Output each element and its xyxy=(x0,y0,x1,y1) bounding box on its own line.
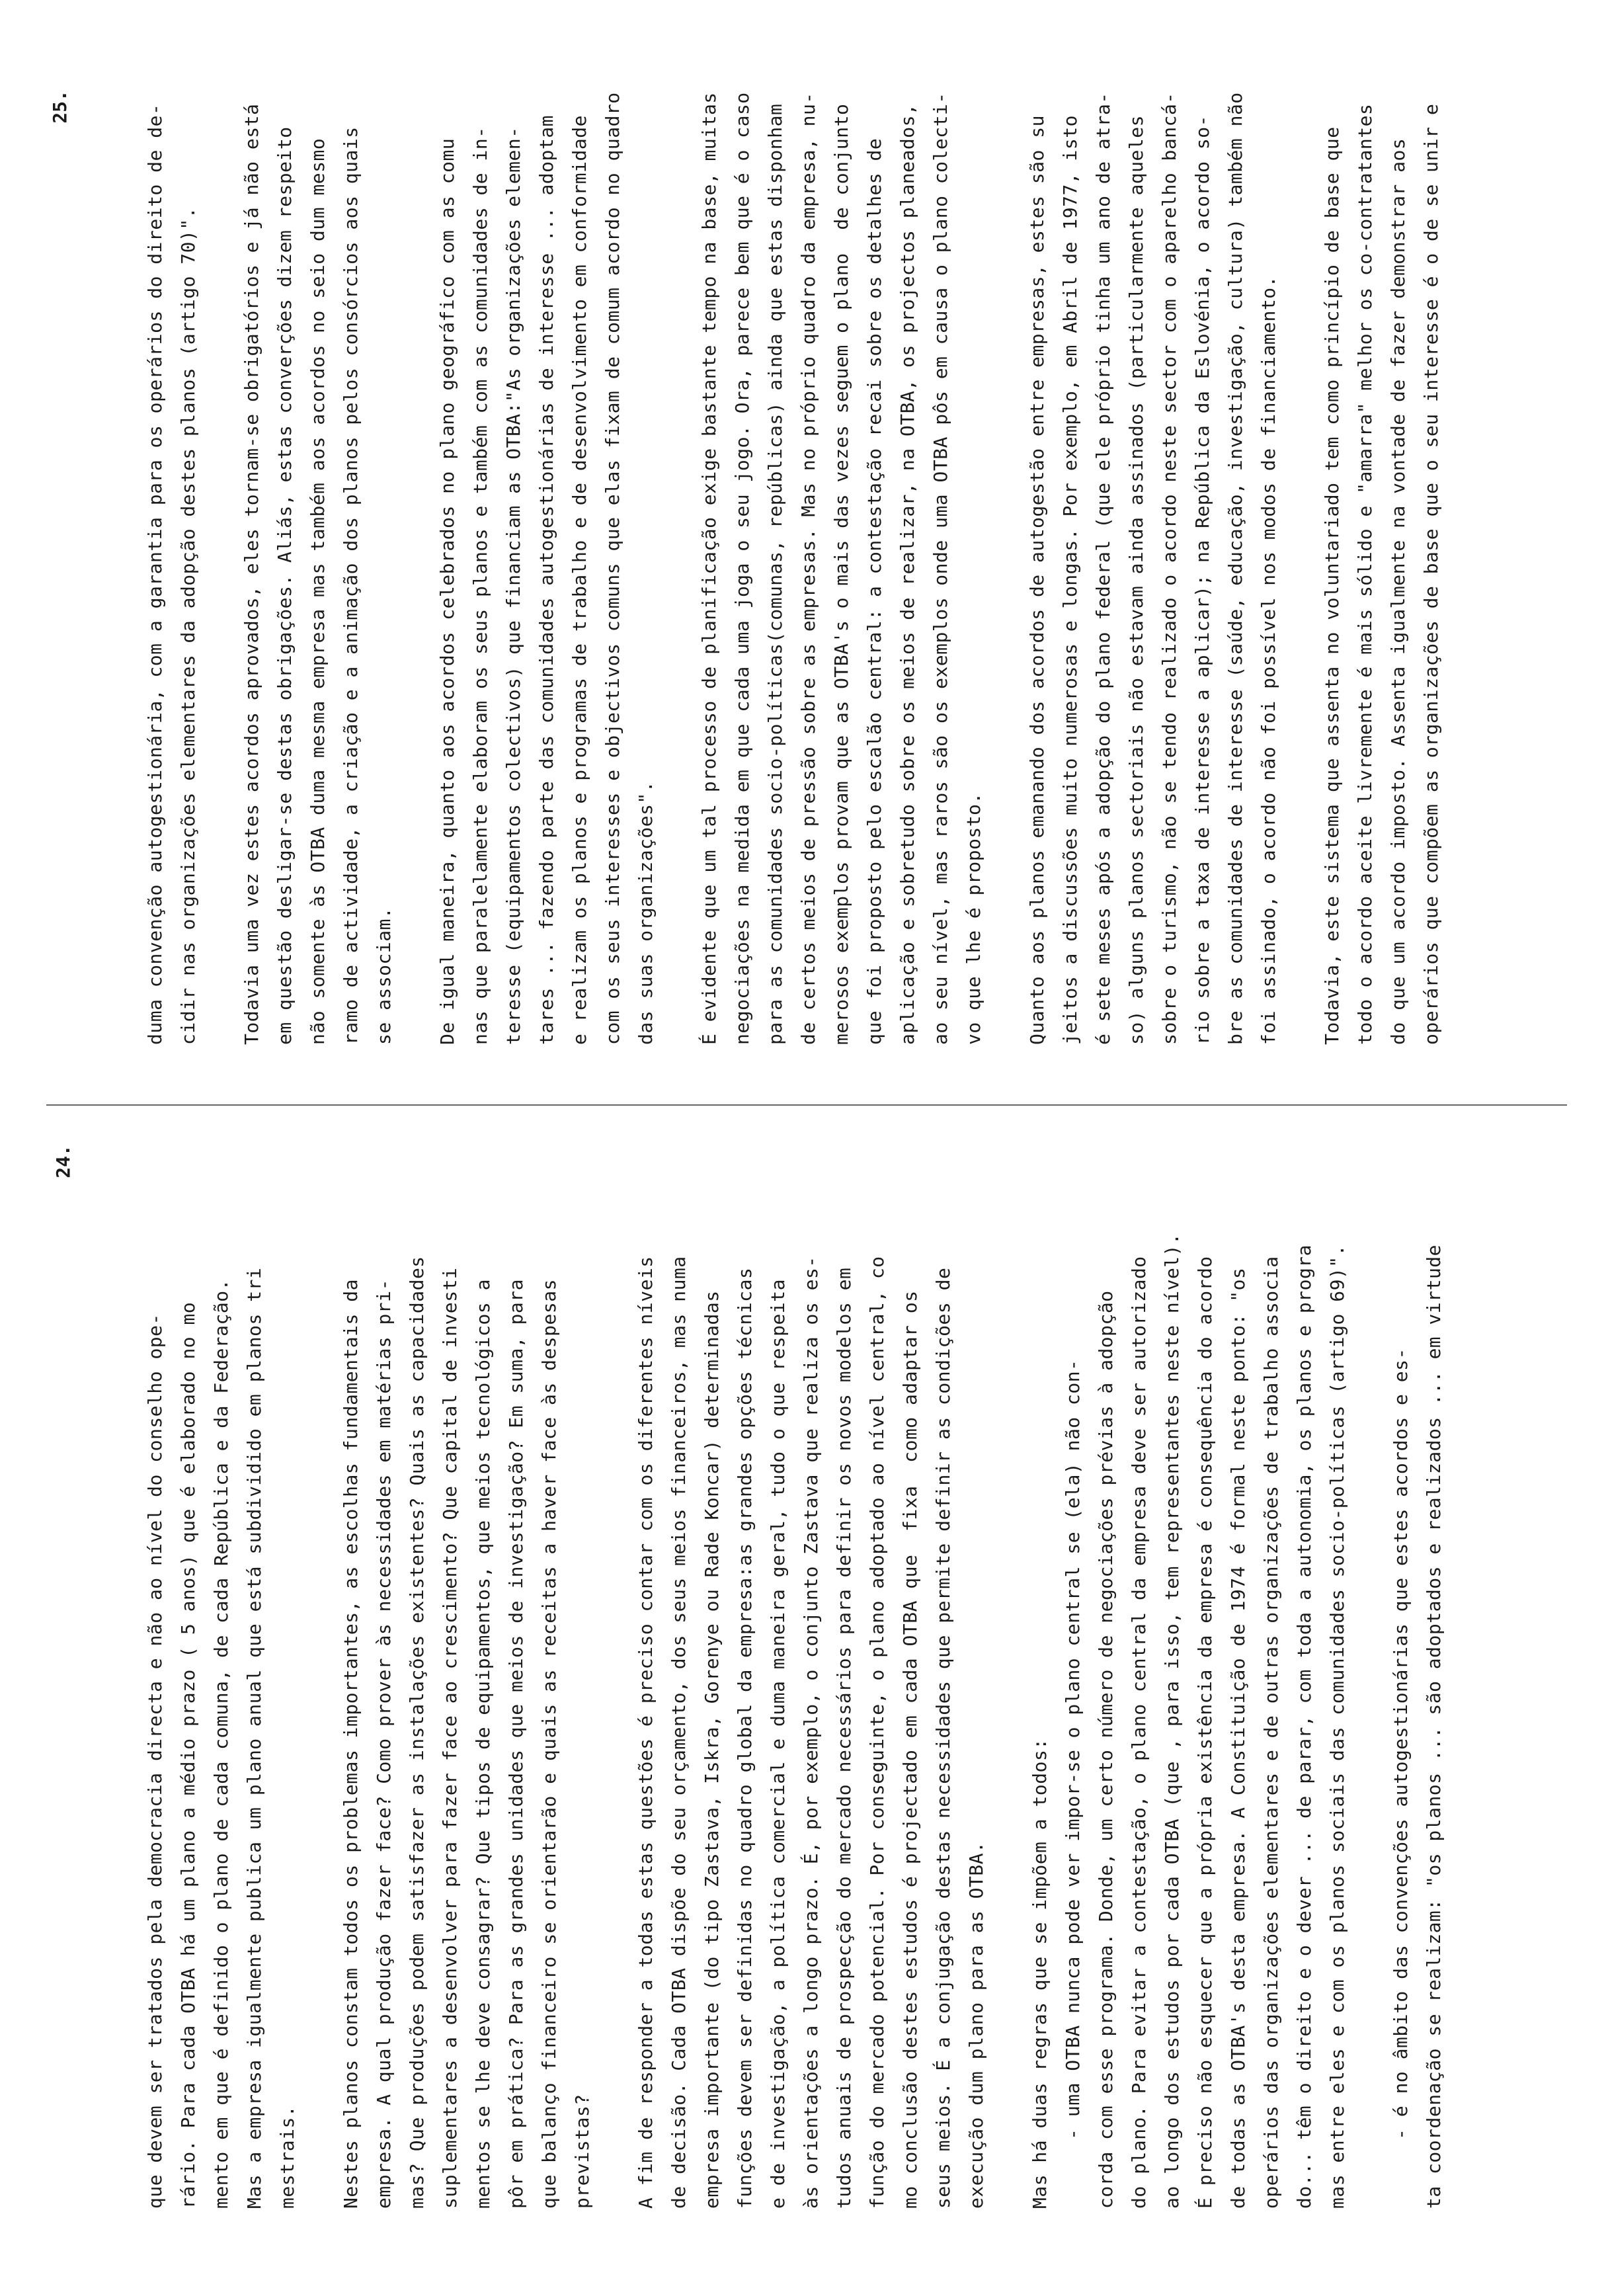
text-line: Nestes planos constam todos os problemas importantes, as escolhas fundamentais da xyxy=(340,1279,362,2209)
text-line: tares ... fazendo parte das comunidades autogestionárias de interesse ... adoptam xyxy=(536,115,557,1045)
left-page-text xyxy=(139,1233,1481,2209)
text-line: duma convenção autogestionária, com a garantia para os operários do direito de de- xyxy=(144,103,166,1045)
text-line: seus meios. É a conjugação destas necessidades que permite definir as condições de xyxy=(932,1267,954,2209)
text-line: cidir nas organizações elementares da adopção destes planos (artigo 70)". xyxy=(177,206,199,1045)
text-line: Mas a empresa igualmente publica um plano anual que está subdividido em planos tri xyxy=(243,1267,265,2209)
text-line: e de investigação, a política comercial e duma maneira geral, tudo o que respeita xyxy=(767,1279,789,2209)
left-paragraph xyxy=(1024,1233,1354,2209)
text-line: rário. Para cada OTBA há um plano a médio prazo ( 5 anos) que é elaborado no mo xyxy=(177,1301,199,2209)
left-paragraph xyxy=(629,1256,993,2209)
text-line: mas entre eles e com os planos sociais das comunidades socio-políticas (artigo 69)". xyxy=(1326,1244,1348,2209)
text-line: aplicação e sobretudo sobre os meios de realizar, na OTBA, os projectos planeados, xyxy=(897,103,918,1045)
text-line: mas? Que produções podem satisfazer as instalações existentes? Quais as capacidades xyxy=(406,1256,428,2209)
page-number-24: 24. xyxy=(52,1145,74,1178)
text-line: foi assinado, o acordo não foi possível nos modos de financiamento. xyxy=(1258,276,1279,1045)
text-line: suplementares a desenvolver para fazer face ao crescimento? Que capital de investi xyxy=(439,1267,461,2209)
right-paragraph xyxy=(235,86,401,1045)
left-paragraph xyxy=(139,1267,304,2209)
right-paragraph xyxy=(693,86,990,1045)
text-line: do que um acordo imposto. Assenta igualmente na vontade de fazer demonstrar aos xyxy=(1387,138,1409,1045)
text-line: - uma OTBA nunca pode ver impor-se o plano central se (ela) não con- xyxy=(1062,1359,1084,2209)
text-line: Todavia uma vez estes acordos aprovados, eles tornam-se obrigatórios e já não está xyxy=(241,103,262,1045)
text-line: ramo de actividade, a criação e a animação dos planos pelos consórcios aos quais xyxy=(340,126,362,1045)
text-line: É evidente que um tal processo de planificação exige bastante tempo na base, muitas xyxy=(698,92,720,1045)
text-line: com os seus interesses e objectivos comuns que elas fixam de comum acordo no quadro xyxy=(602,92,623,1045)
text-line: nas que paralelamente elaboram os seus planos e também com as comunidades de in- xyxy=(469,126,491,1045)
right-paragraph xyxy=(1316,86,1448,1045)
text-line: mento em que é definido o plano de cada comuna, de cada República e da Federação. xyxy=(210,1279,232,2209)
text-line: funções devem ser definidas no quadro global da empresa:as grandes opções técnicas xyxy=(734,1267,756,2209)
text-line: previstas? xyxy=(571,2094,593,2209)
text-line: jeitos a discussões muito numerosas e longas. Por exemplo, em Abril de 1977, isto xyxy=(1059,115,1081,1045)
text-line: tudos anuais de prospecção do mercado necessários para definir os novos modelos em xyxy=(833,1267,855,2209)
text-line: Todavia, este sistema que assenta no voluntariado tem como princípio de base que xyxy=(1321,126,1343,1045)
text-line: ta coordenação se realizam: "os planos ... são adoptados e realizados ... em virtude xyxy=(1423,1244,1445,2209)
text-line: que devem ser tratados pela democracia directa e não ao nível do conselho ope- xyxy=(144,1313,166,2209)
text-line: mentos se lhe deve consagrar? Que tipos de equipamentos, que meios tecnológicos a xyxy=(472,1279,494,2209)
text-line: sobre o turismo, não se tendo realizado o acordo neste sector com o aparelho bancá- xyxy=(1158,92,1180,1045)
text-line: não somente às OTBA duma mesma empresa mas também aos acordos no seio dum mesmo xyxy=(307,138,329,1045)
text-line: A fim de responder a todas estas questões é preciso contar com os diferentes níveis xyxy=(635,1256,657,2209)
text-line: operários das organizações elementares e de outras organizações de trabalho associa xyxy=(1260,1256,1282,2209)
text-line: em questão desligar-se destas obrigações. Aliás, estas converções dizem respeito xyxy=(274,126,296,1045)
text-line: operários que compõem as organizações de base que o seu interesse é o de se unir e xyxy=(1420,103,1442,1045)
text-line: para as comunidades socio-políticas(comunas, repúblicas) ainda que estas disponham xyxy=(764,103,786,1045)
text-line: execução dum plano para as OTBA. xyxy=(965,1841,987,2209)
text-line: so) alguns planos sectoriais não estavam ainda assinados (particularmente aqueles xyxy=(1125,115,1147,1045)
text-line: função do mercado potencial. Por conseguinte, o plano adoptado ao nível central, co xyxy=(866,1256,888,2209)
text-line: rio sobre a taxa de interesse a aplicar); na República da Eslovénia, o acordo so- xyxy=(1191,115,1213,1045)
text-line: mo conclusão destes estudos é projectado em cada OTBA que fixa como adaptar os xyxy=(899,1290,921,2209)
text-line: empresa. A qual produção fazer face? Como prover às necessidades em matérias pri- xyxy=(373,1279,395,2209)
text-line: Quanto aos planos emanando dos acordos de autogestão entre empresas, estes são su xyxy=(1026,115,1048,1045)
text-line: negociações na medida em que cada uma joga o seu jogo. Ora, parece bem que é o caso xyxy=(731,92,753,1045)
text-line: ao seu nível, mas raros são os exemplos onde uma OTBA pôs em causa o plano colecti- xyxy=(930,92,951,1045)
text-line: e realizam os planos e programas de trabalho e de desenvolvimento em conformidade xyxy=(569,115,590,1045)
text-line: que balanço financeiro se orientarão e quais as receitas a haver face às despesas xyxy=(538,1279,560,2209)
left-paragraph xyxy=(335,1256,599,2209)
text-line: é sete meses após a adopção do plano federal (que ele próprio tinha um ano de atra- xyxy=(1092,92,1114,1045)
text-line: do... têm o direito e o dever ... de parar, com toda a autonomia, os planos e progra xyxy=(1293,1244,1315,2209)
left-paragraph xyxy=(1385,1244,1451,2209)
text-line: merosos exemplos provam que as OTBA's o mais das vezes seguem o plano de conjunto xyxy=(830,103,852,1045)
page-number-25: 25. xyxy=(48,90,71,124)
text-line: que foi proposto pelo escalão central: a contestação recai sobre os detalhes de xyxy=(864,138,885,1045)
text-line: das suas organizações". xyxy=(635,780,657,1045)
text-line: do plano. Para evitar a contestação, o plano central da empresa deve ser autorizado xyxy=(1128,1256,1150,2209)
text-line: pôr em prática? Para as grandes unidades que meios de investigação? Em suma, para xyxy=(505,1279,527,2209)
text-line: de decisão. Cada OTBA dispõe do seu orçamento, dos seus meios financeiros, mas numa xyxy=(668,1256,690,2209)
text-line: se associam. xyxy=(373,907,395,1045)
text-line: corda com esse programa. Donde, um certo número de negociações prévias à adopção xyxy=(1095,1290,1117,2209)
page-divider xyxy=(46,1104,1567,1106)
text-line: É preciso não esquecer que a própria existência da empresa é consequência do acordo xyxy=(1194,1256,1216,2209)
text-line: todo o acordo aceite livremente é mais sólido e "amarra" melhor os co-contratantes xyxy=(1354,103,1376,1045)
text-line: - é no âmbito das convenções autogestionárias que estes acordos e es- xyxy=(1390,1348,1412,2209)
right-paragraph xyxy=(431,86,663,1045)
text-line: ao longo dos estudos por cada OTBA (que , para isso, tem representantes neste nível). xyxy=(1161,1233,1183,2209)
text-line: mestrais. xyxy=(276,2105,298,2209)
text-line: empresa importante (do tipo Zastava, Iskra, Gorenye ou Rade Koncar) determinadas xyxy=(701,1290,723,2209)
right-paragraph xyxy=(1021,86,1285,1045)
text-line: bre as comunidades de interesse (saúde, educação, investigação, cultura) também não xyxy=(1225,92,1246,1045)
text-line: De igual maneira, quanto aos acordos celebrados no plano geográfico com as comu xyxy=(436,138,458,1045)
text-line: Mas há duas regras que se impõem a todos: xyxy=(1029,1738,1051,2209)
text-line: de certos meios de pressão sobre as empresas. Mas no próprio quadro da empresa, nu- xyxy=(797,92,819,1045)
right-page-text xyxy=(139,86,1478,1045)
right-paragraph xyxy=(139,86,205,1045)
text-line: de todas as OTBA's desta empresa. A Constituição de 1974 é formal neste ponto: "os xyxy=(1227,1267,1249,2209)
text-line: às orientações a longo prazo. É, por exemplo, o conjunto Zastava que realiza os es- xyxy=(800,1256,822,2209)
text-line: teresse (equipamentos colectivos) que financiam as OTBA:"As organizações elemen- xyxy=(502,126,524,1045)
text-line: vo que lhe é proposto. xyxy=(963,792,985,1045)
